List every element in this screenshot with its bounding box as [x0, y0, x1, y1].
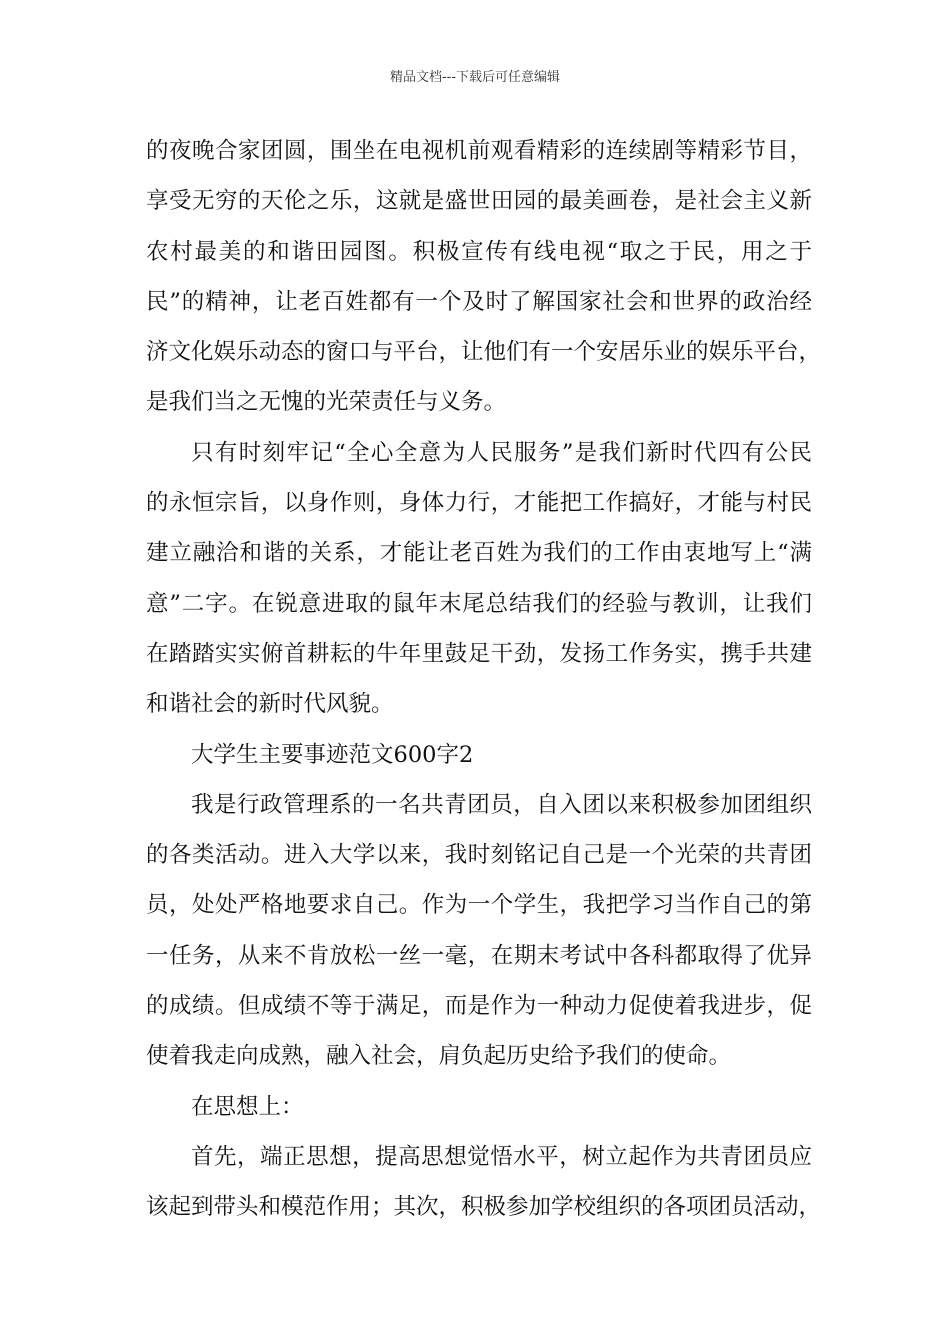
paragraph	[146, 780, 812, 1082]
text-line: 民”的精神，让老百姓都有一个及时了解国家社会和世界的政治经	[146, 288, 812, 315]
text-line: 意”二字。在锐意进取的鼠年末尾总结我们的经验与教训，让我们	[146, 590, 812, 617]
text-line: 建立融洽和谐的关系，才能让老百姓为我们的工作由衷地写上“满	[146, 540, 812, 567]
text-line: 的夜晚合家团圆，围坐在电视机前观看精彩的连续剧等精彩节目，	[146, 138, 812, 164]
text-line: 的成绩。但成绩不等于满足，而是作为一种动力促使着我进步，促	[146, 993, 812, 1020]
paragraph	[146, 428, 812, 730]
text-line: 大学生主要事迹范文600字2	[191, 741, 474, 768]
text-line: 济文化娱乐动态的窗口与平台，让他们有一个安居乐业的娱乐平台，	[146, 339, 822, 366]
text-line: 只有时刻牢记“全心全意为人民服务”是我们新时代四有公民	[191, 439, 812, 466]
text-line: 享受无穷的天伦之乐，这就是盛世田园的最美画卷，是社会主义新	[146, 188, 812, 215]
text-line: 是我们当之无愧的光荣责任与义务。	[146, 389, 507, 416]
text-line: 首先，端正思想，提高思想觉悟水平，树立起作为共青团员应	[191, 1143, 812, 1170]
paragraph	[146, 1082, 812, 1132]
text-line: 员，处处严格地要求自己。作为一个学生，我把学习当作自己的第	[146, 892, 812, 919]
text-line: 使着我走向成熟，融入社会，肩负起历史给予我们的使命。	[146, 1043, 732, 1070]
text-line: 该起到带头和模范作用；其次，积极参加学校组织的各项团员活动，	[146, 1194, 822, 1221]
page-header: 精品文档---下载后可任意编辑	[389, 70, 561, 85]
text-line: 在踏踏实实俯首耕耘的牛年里鼓足干劲，发扬工作务实，携手共建	[146, 640, 812, 667]
text-line: 的永恒宗旨，以身作则，身体力行，才能把工作搞好，才能与村民	[146, 490, 812, 517]
text-line: 一任务，从来不肯放松一丝一毫，在期末考试中各科都取得了优异	[146, 942, 812, 969]
text-line: 我是行政管理系的一名共青团员，自入团以来积极参加团组织	[191, 791, 812, 818]
text-line: 在思想上：	[191, 1093, 304, 1120]
text-line: 农村最美的和谐田园图。积极宣传有线电视“取之于民，用之于	[146, 238, 812, 265]
paragraph	[146, 126, 822, 428]
section-heading	[146, 730, 812, 780]
text-line: 的各类活动。进入大学以来，我时刻铭记自己是一个光荣的共青团	[146, 842, 812, 869]
paragraph	[146, 1132, 822, 1233]
document-body	[146, 126, 822, 1233]
text-line: 和谐社会的新时代风貌。	[146, 691, 394, 718]
